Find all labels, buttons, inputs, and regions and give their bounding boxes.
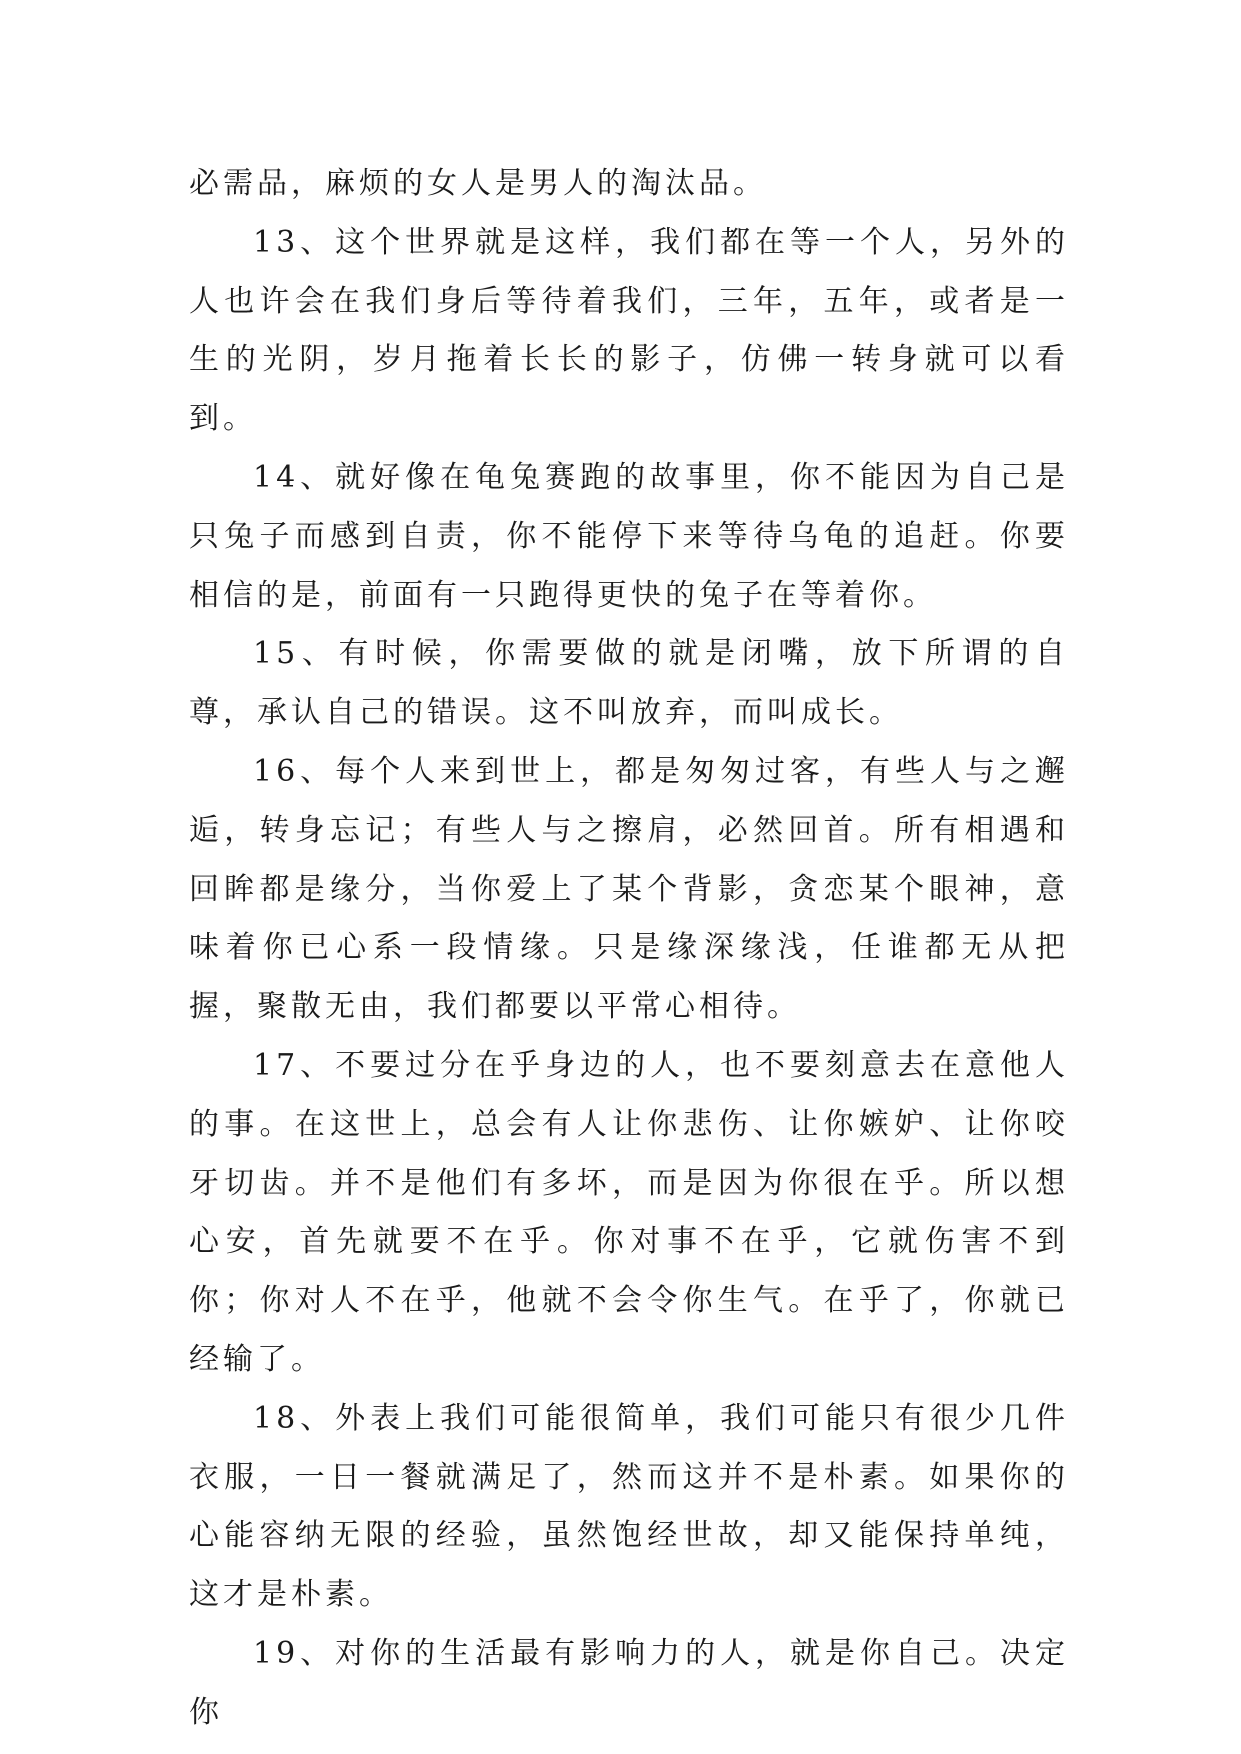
paragraph-16: 16、每个人来到世上，都是匆匆过客，有些人与之邂逅，转身忘记；有些人与之擦肩，必然回首。所有相遇和回眸都是缘分，当你爱上了某个背影，贪恋某个眼神，意味着你已心系一段情缘。只是缘深缘浅，任谁都无从把握，聚散无由，我们都要以平常心相待。 [189,753,1069,1025]
paragraph-14: 14、就好像在龟兔赛跑的故事里，你不能因为自己是只兔子而感到自责，你不能停下来等待乌龟的追赶。你要相信的是，前面有一只跑得更快的兔子在等着你。 [189,459,1069,613]
paragraph-17: 17、不要过分在乎身边的人，也不要刻意去在意他人的事。在这世上，总会有人让你悲伤、让你嫉妒、让你咬牙切齿。并不是他们有多坏，而是因为你很在乎。所以想心安，首先就要不在乎。你对事不在乎，它就伤害不到你；你对人不在乎，他就不会令你生气。在乎了，你就已经输了。 [189,1047,1069,1377]
paragraph-15: 15、有时候，你需要做的就是闭嘴，放下所谓的自尊，承认自己的错误。这不叫放弃，而叫成长。 [189,636,1069,731]
paragraph-18: 18、外表上我们可能很简单，我们可能只有很少几件衣服，一日一餐就满足了，然而这并不是朴素。如果你的心能容纳无限的经验，虽然饱经世故，却又能保持单纯，这才是朴素。 [189,1400,1069,1613]
paragraph-continuation: 必需品，麻烦的女人是男人的淘汰品。 [189,166,767,201]
paragraph-13: 13、这个世界就是这样，我们都在等一个人，另外的人也许会在我们身后等待着我们，三年，五年，或者是一生的光阴，岁月拖着长长的影子，仿佛一转身就可以看到。 [189,224,1069,437]
paragraph-19: 19、对你的生活最有影响力的人，就是你自己。决定你 [189,1635,1069,1730]
body-text [189,155,1069,1743]
